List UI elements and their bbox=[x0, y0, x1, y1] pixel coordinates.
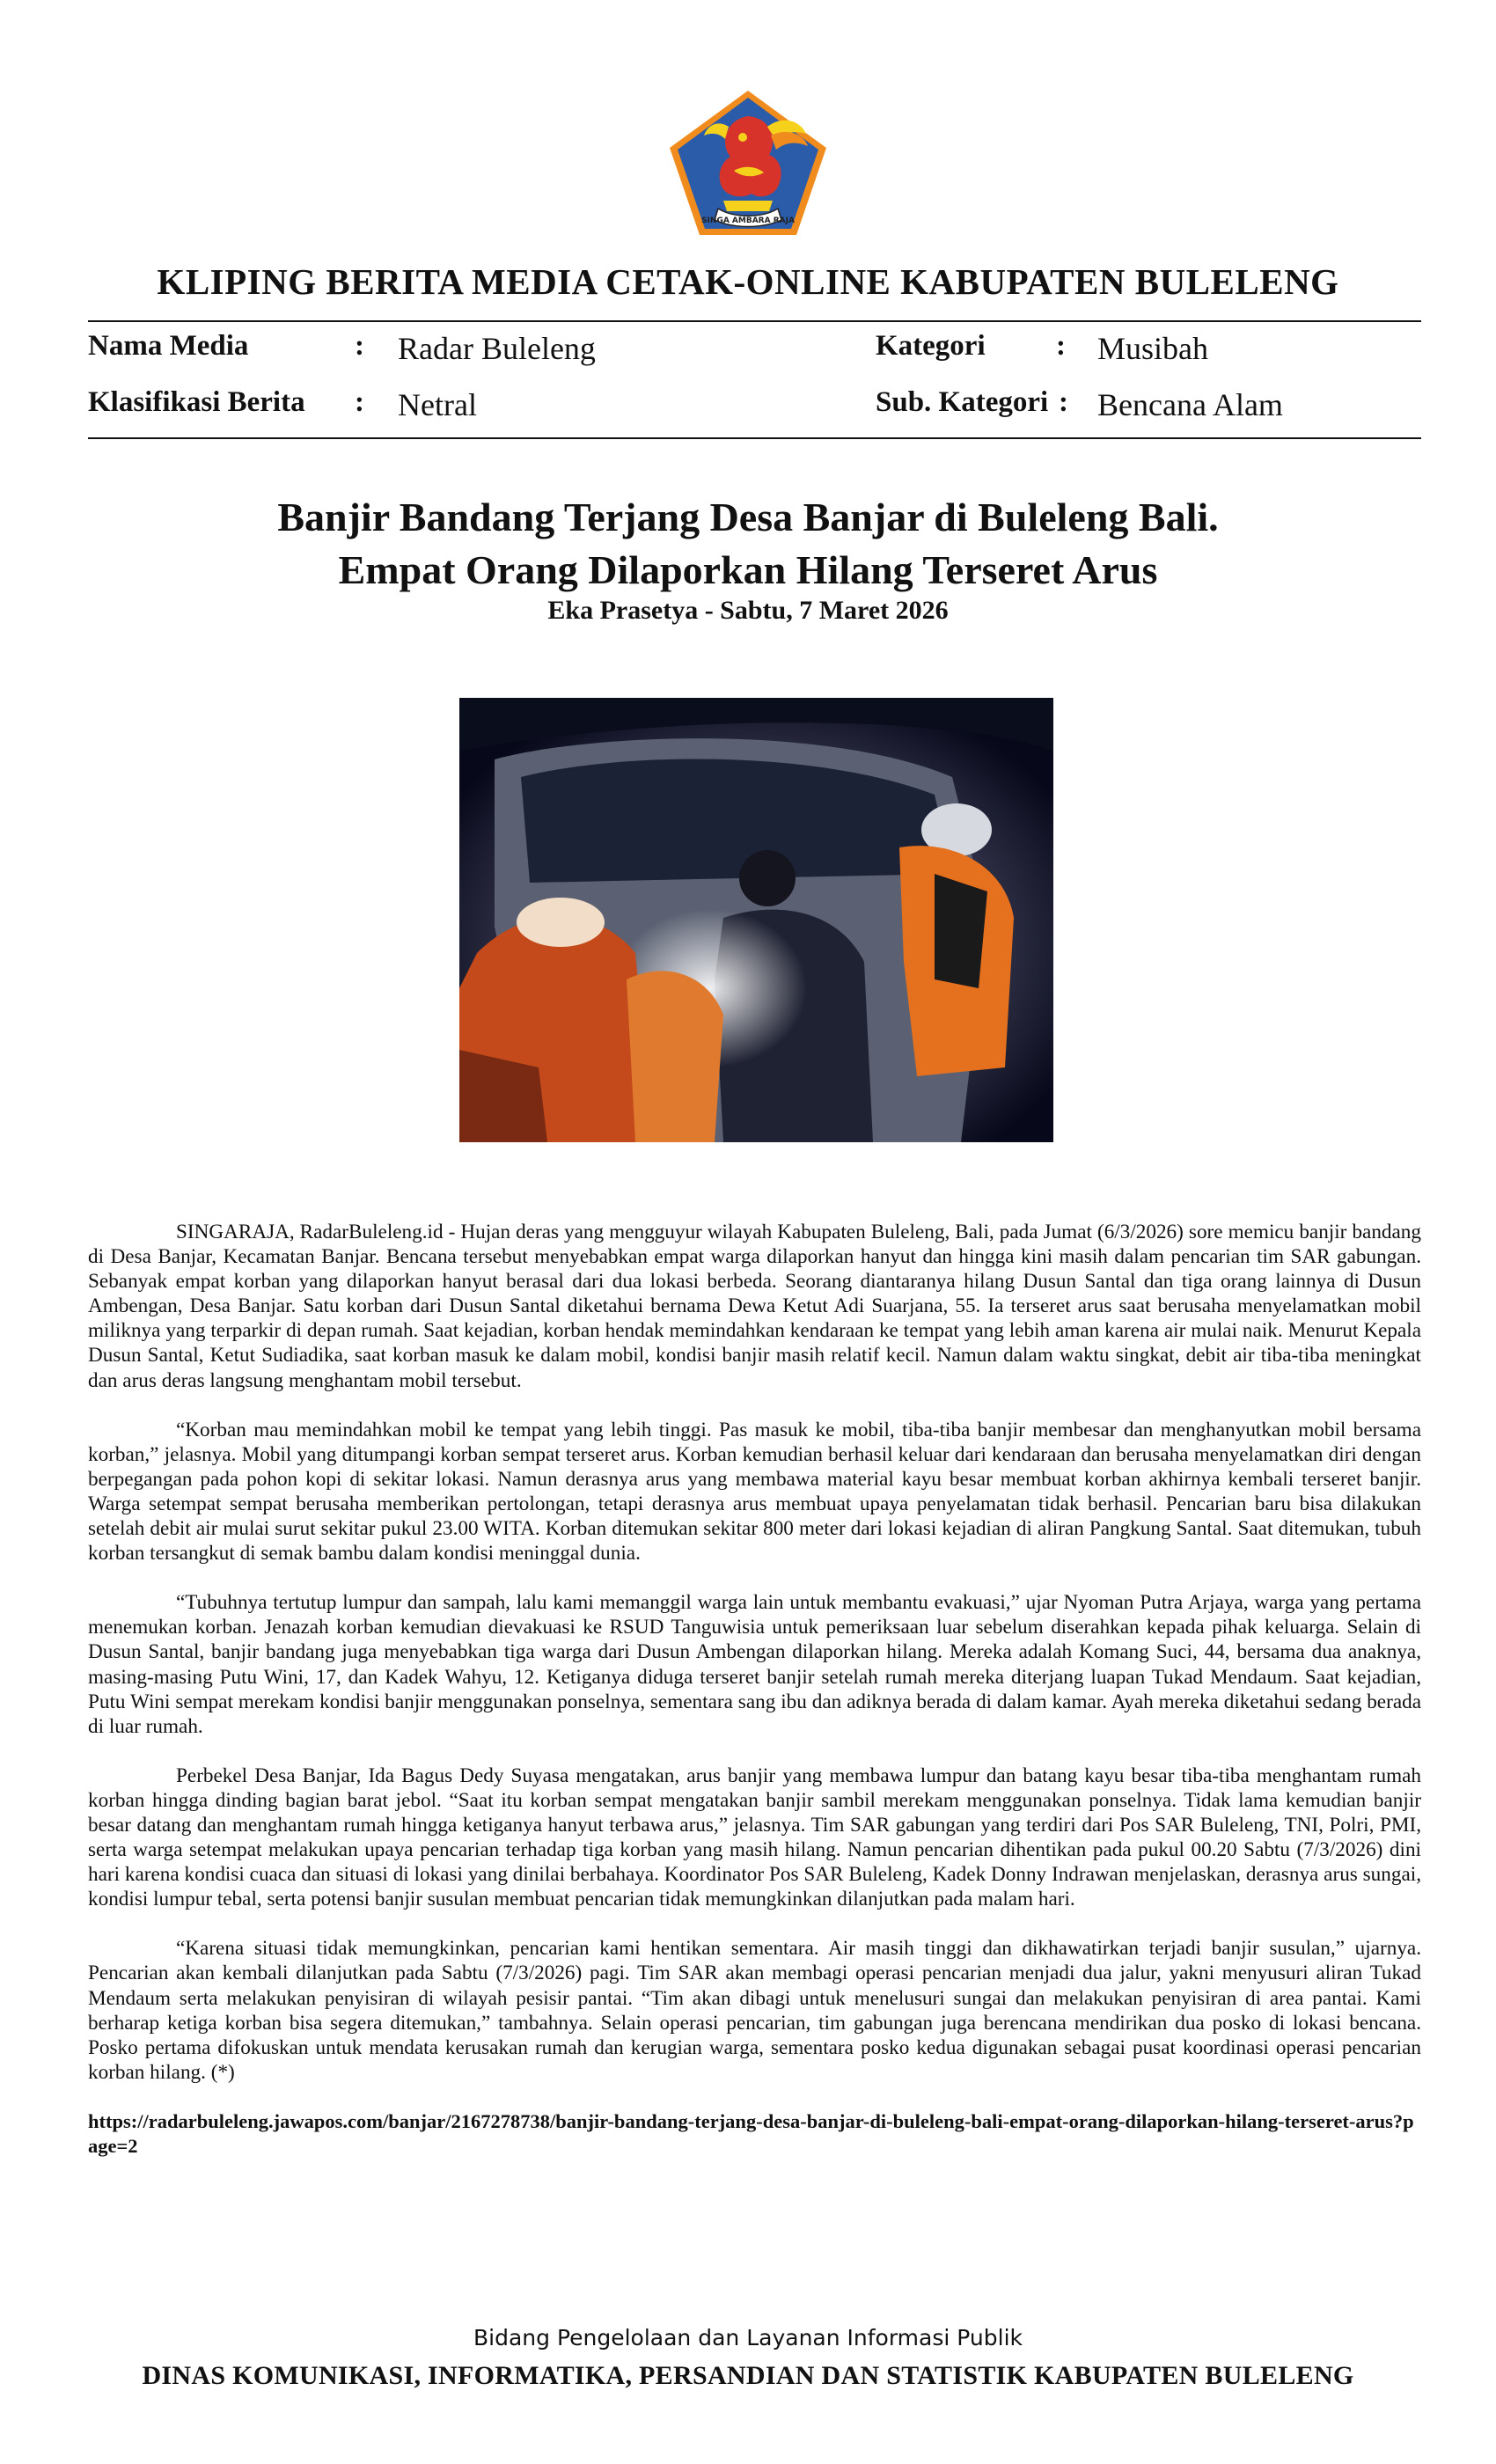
article-paragraph: “Korban mau memindahkan mobil ke tempat yang lebih tinggi. Pas masuk ke mobil, tiba-tiba banjir membesar dan menghanyutkan mobil bersama korban,” jelasnya. Mobil yang ditumpangi korban sempat terseret arus. Korban kemudian berhasil keluar dari kendaraan dan berusaha menyelamatkan diri dengan berpegangan pada pohon kopi di sekitar lokasi. Namun derasnya arus yang membawa material kayu besar membuat korban akhirnya kembali terseret banjir. Warga setempat sempat berusaha memberikan pertolongan, tetapi derasnya arus membuat upaya penyelamatan tidak berhasil. Pencarian baru bisa dilakukan setelah debit air mulai surut sekitar pukul 23.00 WITA. Korban ditemukan sekitar 800 meter dari lokasi kejadian di aliran Pangkung Santal. Saat ditemukan, tubuh korban tersangkut di semak bambu dalam kondisi meninggal dunia. bbox=[88, 1418, 1421, 1566]
media-name-colon: : bbox=[355, 330, 364, 362]
emblem-graphic bbox=[667, 88, 829, 238]
article-headline bbox=[88, 491, 1408, 597]
article-body bbox=[88, 1220, 1421, 2159]
footer-agency: DINAS KOMUNIKASI, INFORMATIKA, PERSANDIAN DAN STATISTIK KABUPATEN BULELENG bbox=[142, 2361, 1354, 2390]
article-paragraph: “Karena situasi tidak memungkinkan, pencarian kami hentikan sementara. Air masih tinggi dan dikhawatirkan terjadi banjir susulan,” ujarnya. Pencarian akan kembali dilanjutkan pada Sabtu (7/3/2026) pagi. Tim SAR akan membagi operasi pencarian menjadi dua jalur, yakni menyusuri aliran Tukad Mendaum serta melakukan penyisiran di wilayah pesisir pantai. “Tim akan dibagi untuk menelusuri sungai dan melakukan penyisiran di area pantai. Kami berharap ketiga korban bisa segera ditemukan,” tambahnya. Selain operasi pencarian, tim gabungan juga berencana mendirikan dua posko di lokasi bencana. Posko pertama difokuskan untuk mendata kerusakan rumah dan kerugian warga, sementara posko kedua digunakan sebagai pusat koordinasi operasi pencarian korban hilang. (*) bbox=[88, 1937, 1421, 2084]
header-divider-bottom bbox=[88, 437, 1421, 439]
category-value: Musibah bbox=[1097, 331, 1208, 366]
classification-label: Klasifikasi Berita bbox=[88, 386, 305, 418]
headline-line-2: Empat Orang Dilaporkan Hilang Terseret Arus bbox=[338, 547, 1158, 592]
article-paragraph: SINGARAJA, RadarBuleleng.id - Hujan deras yang mengguyur wilayah Kabupaten Buleleng, Bali, pada Jumat (6/3/2026) sore memicu banjir bandang di Desa Banjar, Kecamatan Banjar. Bencana tersebut menyebabkan empat warga dilaporkan hanyut dan hingga kini masih dalam pencarian tim SAR gabungan. Sebanyak empat korban yang dilaporkan hanyut berasal dari dua lokasi berbeda. Seorang diantaranya hilang Dusun Santal dan tiga orang lainnya di Dusun Ambengan, Desa Banjar. Satu korban dari Dusun Santal diketahui bernama Dewa Ketut Adi Suarjana, 55. Ia terseret arus saat berusaha menyelamatkan mobil miliknya yang terparkir di depan rumah. Saat kejadian, korban hendak memindahkan kendaraan ke tempat yang lebih aman karena air mulai naik. Menurut Kepala Dusun Santal, Ketut Sudiadika, saat korban masuk ke dalam mobil, kondisi banjir masih relatif kecil. Namun dalam waktu singkat, debit air tiba-tiba meningkat dan arus deras langsung menghantam mobil tersebut. bbox=[88, 1221, 1421, 1392]
article-photo bbox=[459, 698, 1053, 1142]
article-byline: Eka Prasetya - Sabtu, 7 Maret 2026 bbox=[547, 596, 949, 625]
article-paragraph: Perbekel Desa Banjar, Ida Bagus Dedy Suyasa mengatakan, arus banjir yang membawa lumpur dan batang kayu besar tiba-tiba menghantam rumah korban hingga dinding bagian barat jebol. “Saat itu korban sempat mengatakan banjir sambil merekam menggunakan ponselnya. Tidak lama kemudian banjir besar datang dan menghantam rumah hingga ketiganya hanyut terbawa arus,” jelasnya. Tim SAR gabungan yang terdiri dari Pos SAR Buleleng, TNI, Polri, PMI, serta warga setempat melakukan upaya pencarian terhadap tiga korban yang masih hilang. Namun pencarian dihentikan pada pukul 00.20 Sabtu (7/3/2026) dini hari karena kondisi cuaca dan situasi di lokasi yang dinilai berbahaya. Koordinator Pos SAR Buleleng, Kadek Donny Indrawan menjelaskan, derasnya arus sungai, kondisi lumpur tebal, serta potensi banjir susulan membuat pencarian tidak memungkinkan dilanjutkan pada malam hari. bbox=[88, 1764, 1421, 1911]
regency-emblem bbox=[667, 88, 829, 238]
footer-division: Bidang Pengelolaan dan Layanan Informasi Publik bbox=[473, 2325, 1023, 2350]
classification-colon: : bbox=[355, 386, 364, 418]
category-label: Kategori bbox=[876, 330, 986, 362]
media-name-label: Nama Media bbox=[88, 330, 249, 362]
media-name-value: Radar Buleleng bbox=[398, 331, 596, 366]
source-link[interactable]: https://radarbuleleng.jawapos.com/banjar/2167278738/banjir-bandang-terjang-desa-banjar-di-buleleng-bali-empat-orang-dilaporkan-hilang-terseret-arus?page=2 bbox=[88, 2109, 1414, 2157]
classification-value: Netral bbox=[398, 387, 477, 422]
article-paragraph: “Tubuhnya tertutup lumpur dan sampah, lalu kami memanggil warga lain untuk membantu evakuasi,” ujar Nyoman Putra Arjaya, warga yang pertama menemukan korban. Jenazah korban kemudian dievakuasi ke RSUD Tanguwisia untuk pemeriksaan luar sebelum diserahkan kepada pihak keluarga. Selain di Dusun Santal, banjir bandang juga menyebabkan tiga warga dari Dusun Ambengan dilaporkan hilang. Mereka adalah Komang Suci, 44, bersama dua anaknya, masing-masing Putu Wini, 17, dan Kadek Wahyu, 12. Ketiganya diduga terseret banjir setelah rumah mereka diterjang luapan Tukad Mendaum. Saat kejadian, Putu Wini sempat merekam kondisi banjir menggunakan ponselnya, sementara sang ibu dan adiknya berada di dalam kamar. Ayah mereka diketahui sedang berada di luar rumah. bbox=[88, 1591, 1421, 1738]
header-divider-top bbox=[88, 320, 1421, 322]
page-title: KLIPING BERITA MEDIA CETAK-ONLINE KABUPATEN BULELENG bbox=[157, 261, 1339, 302]
subcategory-label: Sub. Kategori bbox=[876, 386, 1049, 418]
emblem-motto: SINGA AMBARA RAJA bbox=[701, 216, 795, 225]
category-colon: : bbox=[1056, 330, 1066, 362]
subcategory-colon: : bbox=[1059, 386, 1068, 418]
headline-line-1: Banjir Bandang Terjang Desa Banjar di Buleleng Bali. bbox=[277, 495, 1219, 539]
subcategory-value: Bencana Alam bbox=[1097, 387, 1283, 422]
